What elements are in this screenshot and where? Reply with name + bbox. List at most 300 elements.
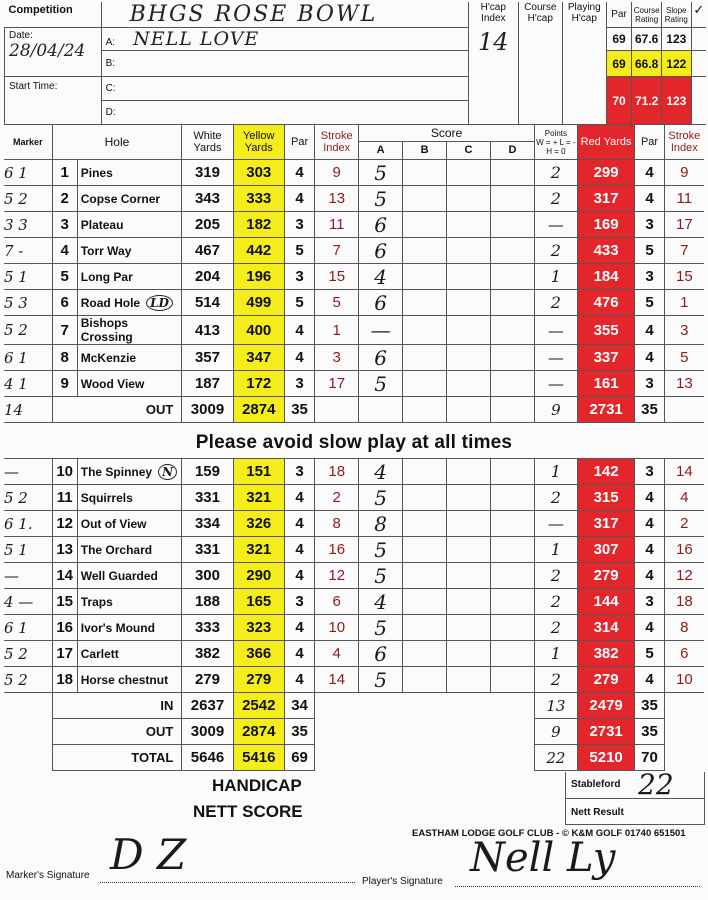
red-par: 3 — [635, 459, 664, 485]
par: 5 — [284, 238, 314, 264]
points[interactable]: 2 — [534, 238, 577, 264]
score-b[interactable] — [403, 238, 447, 264]
score-d[interactable] — [490, 371, 534, 397]
hole-number: 6 — [52, 290, 77, 316]
totals-row — [4, 719, 704, 745]
yellow-yards-header: Yellow Yards — [233, 125, 284, 160]
score-title: Score — [359, 125, 534, 142]
marker-score[interactable]: 4 — — [4, 589, 52, 615]
yellow-yards: 442 — [233, 238, 284, 264]
score-d[interactable] — [490, 186, 534, 212]
totals-rows — [4, 693, 704, 771]
hcap-index-label: H'cap Index — [480, 2, 506, 24]
white-yards: 331 — [182, 537, 233, 563]
points[interactable]: — — [534, 212, 577, 238]
score-d[interactable] — [490, 641, 534, 667]
player-c-label: C: — [105, 83, 116, 94]
handicap-label: HANDICAP — [212, 776, 302, 795]
score-a[interactable]: 8 — [359, 511, 403, 537]
par: 4 — [284, 345, 314, 371]
hole-name — [77, 212, 182, 238]
white-yards: 343 — [182, 186, 233, 212]
par: 4 — [284, 667, 314, 693]
hole-note: LD — [146, 295, 173, 311]
hcap-index-cell[interactable] — [468, 2, 518, 125]
points[interactable]: — — [534, 371, 577, 397]
score-header — [359, 125, 535, 160]
marker-score[interactable]: 5 2 — [4, 186, 52, 212]
marker-score[interactable]: — — [4, 563, 52, 589]
stroke-index: 9 — [315, 160, 359, 186]
marker-score[interactable]: 3 3 — [4, 212, 52, 238]
score-b[interactable] — [403, 667, 447, 693]
score-c[interactable] — [447, 615, 491, 641]
score-a[interactable]: 5 — [359, 186, 403, 212]
hole-row — [4, 316, 704, 345]
score-a[interactable]: 4 — [359, 589, 403, 615]
yellow-yards: 303 — [233, 160, 284, 186]
player-c-field[interactable] — [101, 77, 468, 101]
points[interactable]: — — [534, 511, 577, 537]
hole-name — [77, 264, 182, 290]
score-c[interactable] — [447, 212, 491, 238]
marker-score[interactable]: — — [4, 459, 52, 485]
marker-score[interactable]: 5 2 — [4, 641, 52, 667]
header-table — [4, 2, 706, 125]
red-stroke-index: 16 — [664, 537, 704, 563]
yellow-yards: 290 — [233, 563, 284, 589]
score-c[interactable] — [447, 160, 491, 186]
score-d[interactable] — [490, 485, 534, 511]
score-a[interactable]: 6 — [359, 212, 403, 238]
red-yards: 355 — [577, 316, 635, 345]
hole-name — [77, 345, 182, 371]
marker-score[interactable]: 5 1 — [4, 264, 52, 290]
red-yards: 144 — [577, 589, 635, 615]
points[interactable]: 1 — [534, 641, 577, 667]
hole-name-text: Squirrels — [80, 490, 133, 505]
out-white: 3009 — [182, 397, 233, 423]
score-a[interactable]: 4 — [359, 459, 403, 485]
red-yards: 169 — [577, 212, 635, 238]
score-a[interactable]: 6 — [359, 641, 403, 667]
yellow-yards: 347 — [233, 345, 284, 371]
marker-score[interactable]: 5 2 — [4, 485, 52, 511]
red-yards: 307 — [577, 537, 635, 563]
score-d[interactable] — [490, 459, 534, 485]
score-a[interactable]: 5 — [359, 537, 403, 563]
player-b-label: B: — [105, 58, 116, 69]
hole-name-text: Long Par — [80, 269, 133, 284]
hole-header: Hole — [52, 125, 182, 160]
player-d-label: D: — [105, 107, 116, 118]
stroke-index: 5 — [315, 290, 359, 316]
white-slope: 123 — [661, 28, 691, 51]
score-d[interactable] — [490, 615, 534, 641]
red-yards: 382 — [577, 641, 635, 667]
par: 5 — [284, 290, 314, 316]
hole-name — [77, 160, 182, 186]
hole-name-text: The Orchard — [80, 542, 153, 557]
marker-score[interactable]: 6 1. — [4, 511, 52, 537]
hole-name-text: Horse chestnut — [80, 672, 169, 687]
marker-score[interactable]: 5 2 — [4, 316, 52, 345]
marker-score[interactable]: 6 1 — [4, 345, 52, 371]
red-par: 5 — [635, 238, 664, 264]
white-yards: 159 — [182, 459, 233, 485]
slope-rating-header: Slope Rating — [661, 2, 691, 28]
red-par: 4 — [635, 345, 664, 371]
back-nine-table — [4, 458, 704, 771]
stroke-index: 12 — [315, 563, 359, 589]
hole-row — [4, 290, 704, 316]
score-d[interactable] — [490, 589, 534, 615]
slow-play-notice: Please avoid slow play at all times — [195, 432, 513, 453]
score-d[interactable] — [490, 563, 534, 589]
red-stroke-index: 3 — [664, 316, 704, 345]
score-a[interactable]: 5 — [359, 563, 403, 589]
marker-score[interactable]: 5 2 — [4, 667, 52, 693]
score-d[interactable] — [490, 667, 534, 693]
yellow-yards: 400 — [233, 316, 284, 345]
white-yards: 205 — [182, 212, 233, 238]
hole-name-text: Wood View — [80, 376, 145, 391]
hole-note: N — [158, 464, 177, 480]
hole-name-text: Road Hole — [80, 295, 141, 310]
date-value: 28/04/24 — [9, 41, 86, 61]
totals-row — [4, 745, 704, 771]
stableford-box — [565, 768, 705, 825]
score-b[interactable] — [403, 290, 447, 316]
score-b[interactable] — [403, 160, 447, 186]
white-yards: 514 — [182, 290, 233, 316]
stroke-index: 8 — [315, 511, 359, 537]
red-slope: 123 — [661, 77, 691, 125]
red-yards: 299 — [577, 160, 635, 186]
score-a[interactable]: 5 — [359, 615, 403, 641]
yellow-yards: 326 — [233, 511, 284, 537]
score-d[interactable] — [490, 511, 534, 537]
out-points[interactable]: 9 — [534, 397, 577, 423]
score-c[interactable] — [447, 371, 491, 397]
out-score-c[interactable] — [447, 397, 491, 423]
score-c[interactable] — [447, 563, 491, 589]
par: 3 — [284, 212, 314, 238]
hole-row — [4, 563, 704, 589]
score-a[interactable]: 5 — [359, 371, 403, 397]
marker-signature-label: Marker's Signature — [6, 870, 90, 881]
red-par: 4 — [635, 537, 664, 563]
player-a-label: A: — [105, 37, 116, 48]
score-a[interactable]: — — [359, 316, 403, 345]
course-hcap-cell[interactable] — [518, 2, 562, 125]
points[interactable]: — — [534, 316, 577, 345]
hole-number: 18 — [52, 667, 77, 693]
hole-name — [77, 186, 182, 212]
hole-row — [4, 589, 704, 615]
totals-end — [664, 745, 704, 771]
score-c[interactable] — [447, 264, 491, 290]
white-tick[interactable] — [691, 28, 706, 51]
totals-blank — [4, 719, 52, 745]
player-a-field[interactable] — [101, 28, 468, 51]
red-stroke-index: 13 — [664, 371, 704, 397]
red-stroke-index: 18 — [664, 589, 704, 615]
points[interactable]: — — [534, 345, 577, 371]
score-a[interactable]: 5 — [359, 667, 403, 693]
score-c[interactable] — [447, 511, 491, 537]
score-c[interactable] — [447, 186, 491, 212]
score-d[interactable] — [490, 160, 534, 186]
points[interactable]: 1 — [534, 537, 577, 563]
out-par: 35 — [284, 397, 314, 423]
out-score-d[interactable] — [490, 397, 534, 423]
score-b[interactable] — [403, 641, 447, 667]
nett-result-label: Nett Result — [571, 807, 624, 818]
points-title: Points — [544, 128, 567, 138]
score-b[interactable] — [403, 485, 447, 511]
totals-white: 5646 — [182, 745, 233, 771]
white-course-rating: 67.6 — [632, 28, 662, 51]
par: 3 — [284, 264, 314, 290]
white-yards: 467 — [182, 238, 233, 264]
red-par: 70 — [606, 77, 632, 125]
score-d[interactable] — [490, 290, 534, 316]
red-par: 5 — [635, 290, 664, 316]
out-red-par: 35 — [635, 397, 664, 423]
red-yards: 337 — [577, 345, 635, 371]
points[interactable]: 2 — [534, 615, 577, 641]
points-key: W = + L = - H = 0 — [536, 137, 576, 156]
points[interactable]: 2 — [534, 160, 577, 186]
yellow-tick[interactable] — [691, 51, 706, 77]
yellow-course-rating: 66.8 — [632, 51, 662, 77]
marker-signature-line[interactable] — [100, 882, 355, 883]
score-a[interactable]: 6 — [359, 290, 403, 316]
competition-field[interactable] — [101, 2, 468, 28]
points[interactable]: 2 — [534, 485, 577, 511]
stroke-index: 7 — [315, 238, 359, 264]
red-par: 4 — [635, 316, 664, 345]
totals-row — [4, 693, 704, 719]
red-par: 3 — [635, 589, 664, 615]
score-b[interactable] — [403, 186, 447, 212]
totals-points[interactable]: 13 — [534, 693, 577, 719]
hole-number: 3 — [52, 212, 77, 238]
white-yards: 334 — [182, 511, 233, 537]
stroke-index: 10 — [315, 615, 359, 641]
points[interactable]: 2 — [534, 667, 577, 693]
score-a[interactable]: 6 — [359, 345, 403, 371]
totals-points[interactable]: 22 — [534, 745, 577, 771]
stroke-index: 16 — [315, 537, 359, 563]
totals-blank — [4, 693, 52, 719]
score-c[interactable] — [447, 641, 491, 667]
marker-score[interactable]: 6 1 — [4, 160, 52, 186]
competition-value: BHGS ROSE BOWL — [129, 2, 378, 27]
points[interactable]: 1 — [534, 264, 577, 290]
points[interactable]: 1 — [534, 459, 577, 485]
stroke-index: 18 — [315, 459, 359, 485]
score-b[interactable] — [403, 615, 447, 641]
totals-red-par: 35 — [635, 719, 664, 745]
score-d[interactable] — [490, 238, 534, 264]
stroke-index: 14 — [315, 667, 359, 693]
yellow-yards: 279 — [233, 667, 284, 693]
score-a[interactable]: 6 — [359, 238, 403, 264]
stableford-label: Stableford — [571, 779, 621, 790]
red-yards: 314 — [577, 615, 635, 641]
red-par: 4 — [635, 160, 664, 186]
red-par: 4 — [635, 667, 664, 693]
score-b[interactable] — [403, 345, 447, 371]
score-c[interactable] — [447, 667, 491, 693]
hole-name-text: Plateau — [80, 217, 124, 232]
date-label: Date: — [9, 30, 33, 41]
red-yards: 279 — [577, 667, 635, 693]
yellow-yards: 196 — [233, 264, 284, 290]
score-d[interactable] — [490, 316, 534, 345]
score-a[interactable]: 5 — [359, 485, 403, 511]
hole-name — [77, 589, 182, 615]
start-time-cell[interactable] — [5, 77, 102, 125]
red-stroke-index: 7 — [664, 238, 704, 264]
par: 4 — [284, 615, 314, 641]
stroke-index: 3 — [315, 345, 359, 371]
hole-name — [77, 615, 182, 641]
white-yards: 204 — [182, 264, 233, 290]
par-col-header: Par — [284, 125, 314, 160]
hole-row — [4, 511, 704, 537]
hole-name-text: The Spinney — [80, 464, 153, 479]
score-a[interactable]: 4 — [359, 264, 403, 290]
club-line: EASTHAM LODGE GOLF CLUB - © K&M GOLF 01740 651501 — [412, 828, 686, 839]
score-d[interactable] — [490, 264, 534, 290]
score-c[interactable] — [447, 589, 491, 615]
hole-row — [4, 641, 704, 667]
date-cell[interactable] — [5, 28, 102, 77]
score-b[interactable] — [403, 589, 447, 615]
points-header — [534, 125, 577, 160]
totals-gap — [315, 745, 535, 771]
score-b[interactable] — [403, 264, 447, 290]
par: 4 — [284, 641, 314, 667]
score-b[interactable] — [403, 563, 447, 589]
player-b-field[interactable] — [101, 51, 468, 77]
yellow-yards: 499 — [233, 290, 284, 316]
score-c[interactable] — [447, 459, 491, 485]
score-b[interactable] — [403, 459, 447, 485]
front-nine-table — [4, 124, 704, 423]
score-d[interactable] — [490, 537, 534, 563]
hole-name — [77, 563, 182, 589]
hole-name-text: Carlett — [80, 646, 119, 661]
out-score-a[interactable] — [359, 397, 403, 423]
marker-score[interactable]: 5 1 — [4, 537, 52, 563]
red-yards: 142 — [577, 459, 635, 485]
back-nine-rows — [4, 459, 704, 693]
out-score-b[interactable] — [403, 397, 447, 423]
hole-name-text: Bishops Crossing — [80, 316, 133, 344]
totals-gap — [315, 693, 535, 719]
marker-score[interactable]: 4 1 — [4, 371, 52, 397]
hole-number: 14 — [52, 563, 77, 589]
yellow-yards: 165 — [233, 589, 284, 615]
white-yards: 279 — [182, 667, 233, 693]
points[interactable]: 2 — [534, 186, 577, 212]
out-si — [315, 397, 359, 423]
red-tick[interactable] — [691, 77, 706, 125]
hcap-index-value: 14 — [478, 28, 509, 56]
red-par: 4 — [635, 511, 664, 537]
player-signature-line[interactable] — [455, 886, 700, 887]
yellow-yards: 151 — [233, 459, 284, 485]
points[interactable]: 2 — [534, 589, 577, 615]
hole-number: 5 — [52, 264, 77, 290]
marker-score[interactable]: 7 - — [4, 238, 52, 264]
score-c[interactable] — [447, 238, 491, 264]
player-d-field[interactable] — [101, 101, 468, 125]
totals-white: 2637 — [182, 693, 233, 719]
red-stroke-index: 14 — [664, 459, 704, 485]
score-c[interactable] — [447, 345, 491, 371]
marker-score[interactable]: 5 3 — [4, 290, 52, 316]
par: 3 — [284, 371, 314, 397]
red-par: 3 — [635, 212, 664, 238]
score-b[interactable] — [403, 371, 447, 397]
red-par: 4 — [635, 186, 664, 212]
stroke-index: 1 — [315, 316, 359, 345]
yellow-slope: 122 — [661, 51, 691, 77]
score-b[interactable] — [403, 212, 447, 238]
handicap-field[interactable] — [312, 800, 316, 801]
totals-points[interactable]: 9 — [534, 719, 577, 745]
totals-par: 69 — [284, 745, 314, 771]
points[interactable]: 2 — [534, 290, 577, 316]
playing-hcap-cell[interactable] — [562, 2, 606, 125]
hole-row — [4, 537, 704, 563]
score-c[interactable] — [447, 316, 491, 345]
par: 4 — [284, 316, 314, 345]
score-b[interactable] — [403, 511, 447, 537]
score-c[interactable] — [447, 537, 491, 563]
score-d[interactable] — [490, 212, 534, 238]
hole-row — [4, 371, 704, 397]
white-yards: 333 — [182, 615, 233, 641]
totals-red-par: 35 — [635, 693, 664, 719]
front-nine-rows — [4, 160, 704, 397]
yellow-yards: 366 — [233, 641, 284, 667]
stableford-value[interactable]: 22 — [638, 768, 674, 801]
red-par: 3 — [635, 264, 664, 290]
score-c[interactable] — [447, 485, 491, 511]
marker-signature-value: D Z — [110, 830, 187, 879]
score-b[interactable] — [403, 316, 447, 345]
score-a[interactable]: 5 — [359, 160, 403, 186]
red-par-header: Par — [635, 125, 664, 160]
hole-name-text: Traps — [80, 594, 113, 609]
totals-par: 35 — [284, 719, 314, 745]
points[interactable]: 2 — [534, 563, 577, 589]
marker-score[interactable]: 6 1 — [4, 615, 52, 641]
score-b[interactable] — [403, 537, 447, 563]
score-c[interactable] — [447, 290, 491, 316]
red-yards-header: Red Yards — [577, 125, 635, 160]
hole-row — [4, 186, 704, 212]
red-stroke-index-header: Stroke Index — [664, 125, 704, 160]
out-marker[interactable]: 14 — [4, 397, 52, 423]
score-d[interactable] — [490, 345, 534, 371]
